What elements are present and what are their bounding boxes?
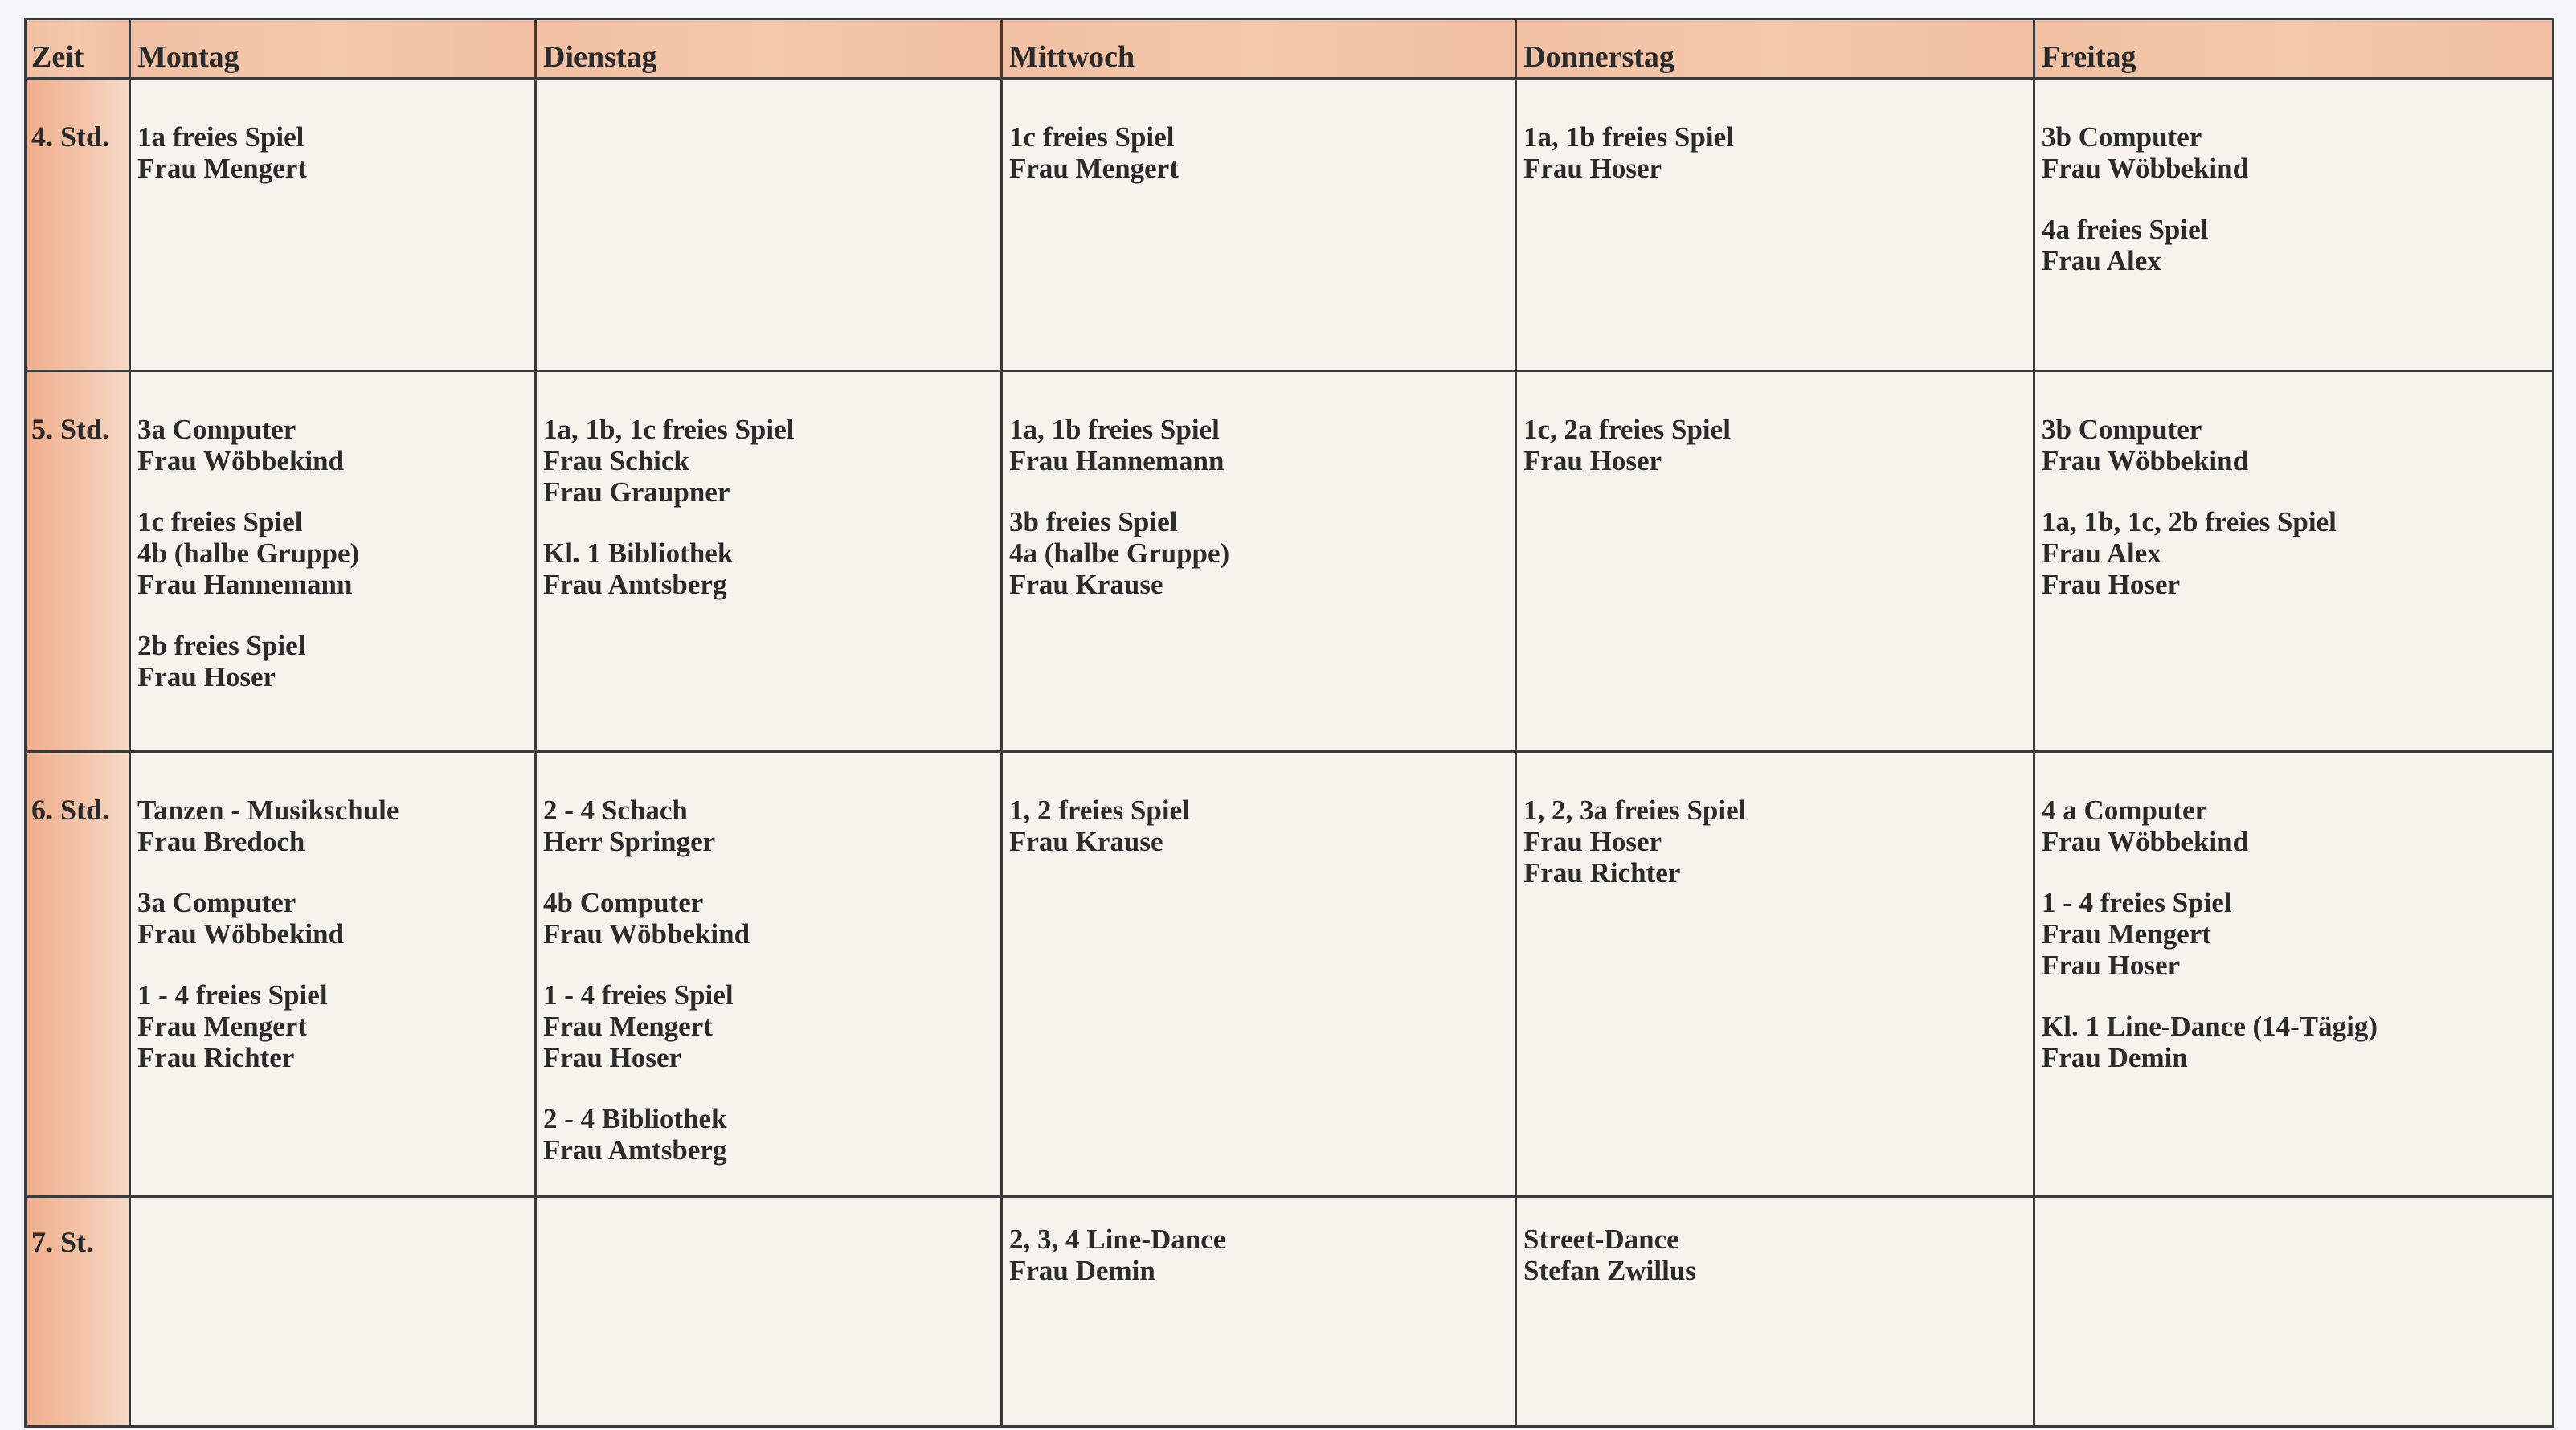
activity-title: 1 - 4 freies Spiel <box>543 979 734 1011</box>
header-zeit: Zeit <box>26 19 130 79</box>
activity-title: 1a freies Spiel <box>137 121 305 153</box>
timetable-row <box>26 371 2554 752</box>
activity-entry <box>2042 795 2544 857</box>
activity-title: 1, 2 freies Spiel <box>1009 795 1190 826</box>
schedule-cell-mittwoch <box>1002 752 1516 1197</box>
activity-title: 3b freies Spiel <box>1009 506 1178 537</box>
schedule-cell-montag <box>130 1197 536 1427</box>
period-label: 6. Std. <box>26 752 130 1197</box>
activity-title: 1 - 4 freies Spiel <box>2042 887 2232 918</box>
activity-entry <box>543 1103 992 1166</box>
schedule-cell-freitag <box>2034 752 2554 1197</box>
activity-detail: Frau Wöbbekind <box>543 918 750 950</box>
timetable-row <box>26 79 2554 371</box>
schedule-cell-montag <box>130 752 536 1197</box>
activity-entry <box>137 506 526 600</box>
activity-entry <box>1523 795 2025 889</box>
activity-detail: Frau Alex <box>2042 537 2161 569</box>
activity-title: 4a freies Spiel <box>2042 214 2209 245</box>
activity-detail: Frau Hoser <box>1523 826 1662 857</box>
header-row <box>26 19 2554 79</box>
activity-detail: Frau Hoser <box>543 1042 682 1073</box>
activity-detail: Herr Springer <box>543 826 716 857</box>
activity-title: Kl. 1 Line-Dance (14-Tägig) <box>2042 1011 2378 1042</box>
timetable-row <box>26 1197 2554 1427</box>
activity-title: 1a, 1b, 1c freies Spiel <box>543 414 795 445</box>
activity-title: 1c, 2a freies Spiel <box>1523 414 1731 445</box>
activity-title: Street-Dance <box>1523 1224 1679 1255</box>
activity-entry <box>137 630 526 693</box>
activity-detail: Frau Hoser <box>2042 569 2181 600</box>
activity-detail: Frau Mengert <box>137 1011 307 1042</box>
activity-entry <box>137 795 526 857</box>
activity-detail: Frau Wöbbekind <box>137 445 345 476</box>
schedule-cell-mittwoch <box>1002 1197 1516 1427</box>
schedule-cell-donnerstag <box>1516 79 2034 371</box>
activity-title: 3b Computer <box>2042 121 2202 153</box>
timetable-sheet <box>24 18 2552 1416</box>
schedule-cell-dienstag <box>536 79 1002 371</box>
activity-detail: Frau Amtsberg <box>543 1134 727 1166</box>
schedule-cell-mittwoch <box>1002 79 1516 371</box>
activity-entry <box>137 121 526 184</box>
activity-entry <box>2042 121 2544 184</box>
activity-detail: Frau Demin <box>2042 1042 2188 1073</box>
activity-entry <box>543 979 992 1073</box>
activity-entry <box>543 414 992 508</box>
activity-detail: Stefan Zwillus <box>1523 1255 1696 1286</box>
activity-detail: 4b (halbe Gruppe) <box>137 537 360 569</box>
activity-detail: Frau Mengert <box>543 1011 713 1042</box>
schedule-cell-dienstag <box>536 1197 1002 1427</box>
activity-entry <box>1009 121 1507 184</box>
activity-detail: Frau Krause <box>1009 826 1163 857</box>
schedule-cell-dienstag <box>536 371 1002 752</box>
activity-detail: Frau Richter <box>137 1042 295 1073</box>
activity-detail: Frau Wöbbekind <box>137 918 345 950</box>
activity-detail: Frau Amtsberg <box>543 569 727 600</box>
activity-entry <box>543 887 992 950</box>
schedule-cell-montag <box>130 371 536 752</box>
activity-detail: Frau Hoser <box>1523 153 1662 184</box>
activity-entry <box>1009 414 1507 476</box>
activity-entry <box>1523 1224 2025 1286</box>
schedule-cell-mittwoch <box>1002 371 1516 752</box>
activity-detail: Frau Wöbbekind <box>2042 826 2249 857</box>
activity-detail: Frau Hannemann <box>137 569 353 600</box>
activity-title: 1a, 1b, 1c, 2b freies Spiel <box>2042 506 2337 537</box>
header-day-freitag: Freitag <box>2034 19 2554 79</box>
activity-title: Tanzen - Musikschule <box>137 795 399 826</box>
activity-title: 4 a Computer <box>2042 795 2208 826</box>
schedule-cell-donnerstag <box>1516 1197 2034 1427</box>
activity-entry <box>2042 414 2544 476</box>
schedule-cell-freitag <box>2034 79 2554 371</box>
activity-entry <box>2042 1011 2544 1073</box>
schedule-cell-freitag <box>2034 1197 2554 1427</box>
activity-detail: Frau Krause <box>1009 569 1163 600</box>
header-day-dienstag: Dienstag <box>536 19 1002 79</box>
activity-detail: Frau Wöbbekind <box>2042 445 2249 476</box>
activity-detail: Frau Mengert <box>2042 918 2211 950</box>
activity-detail: Frau Richter <box>1523 857 1681 889</box>
activity-entry <box>137 887 526 950</box>
activity-entry <box>137 979 526 1073</box>
activity-title: 2b freies Spiel <box>137 630 306 661</box>
activity-title: 3b Computer <box>2042 414 2202 445</box>
activity-entry <box>2042 214 2544 276</box>
activity-detail: Frau Hoser <box>1523 445 1662 476</box>
period-label: 7. St. <box>26 1197 130 1427</box>
schedule-cell-donnerstag <box>1516 371 2034 752</box>
period-label: 4. Std. <box>26 79 130 371</box>
activity-title: 1, 2, 3a freies Spiel <box>1523 795 1747 826</box>
schedule-cell-donnerstag <box>1516 752 2034 1197</box>
activity-entry <box>543 537 992 600</box>
activity-entry <box>543 795 992 857</box>
activity-detail: Frau Bredoch <box>137 826 305 857</box>
activity-detail: Frau Wöbbekind <box>2042 153 2249 184</box>
schedule-cell-montag <box>130 79 536 371</box>
activity-detail: 4a (halbe Gruppe) <box>1009 537 1230 569</box>
activity-title: 2 - 4 Schach <box>543 795 688 826</box>
header-day-montag: Montag <box>130 19 536 79</box>
activity-entry <box>2042 887 2544 981</box>
timetable-row <box>26 752 2554 1197</box>
activity-entry <box>1009 1224 1507 1286</box>
activity-detail: Frau Demin <box>1009 1255 1155 1286</box>
activity-entry <box>1523 121 2025 184</box>
activity-title: 1 - 4 freies Spiel <box>137 979 328 1011</box>
activity-title: 1a, 1b freies Spiel <box>1009 414 1220 445</box>
activity-title: 4b Computer <box>543 887 704 918</box>
header-day-donnerstag: Donnerstag <box>1516 19 2034 79</box>
activity-title: 3a Computer <box>137 414 296 445</box>
activity-entry <box>2042 506 2544 600</box>
timetable <box>24 18 2554 1428</box>
activity-title: 1a, 1b freies Spiel <box>1523 121 1734 153</box>
schedule-cell-freitag <box>2034 371 2554 752</box>
schedule-cell-dienstag <box>536 752 1002 1197</box>
activity-detail: Frau Alex <box>2042 245 2161 276</box>
activity-entry <box>1009 795 1507 857</box>
activity-title: Kl. 1 Bibliothek <box>543 537 734 569</box>
activity-entry <box>1523 414 2025 476</box>
activity-detail: Frau Graupner <box>543 476 730 508</box>
activity-entry <box>1009 506 1507 600</box>
activity-entry <box>137 414 526 476</box>
activity-detail: Frau Mengert <box>1009 153 1179 184</box>
activity-title: 1c freies Spiel <box>137 506 303 537</box>
activity-title: 3a Computer <box>137 887 296 918</box>
activity-detail: Frau Hannemann <box>1009 445 1225 476</box>
activity-title: 2 - 4 Bibliothek <box>543 1103 727 1134</box>
activity-title: 2, 3, 4 Line-Dance <box>1009 1224 1226 1255</box>
period-label: 5. Std. <box>26 371 130 752</box>
activity-detail: Frau Mengert <box>137 153 307 184</box>
activity-title: 1c freies Spiel <box>1009 121 1175 153</box>
activity-detail: Frau Schick <box>543 445 689 476</box>
header-day-mittwoch: Mittwoch <box>1002 19 1516 79</box>
activity-detail: Frau Hoser <box>137 661 276 693</box>
activity-detail: Frau Hoser <box>2042 950 2181 981</box>
